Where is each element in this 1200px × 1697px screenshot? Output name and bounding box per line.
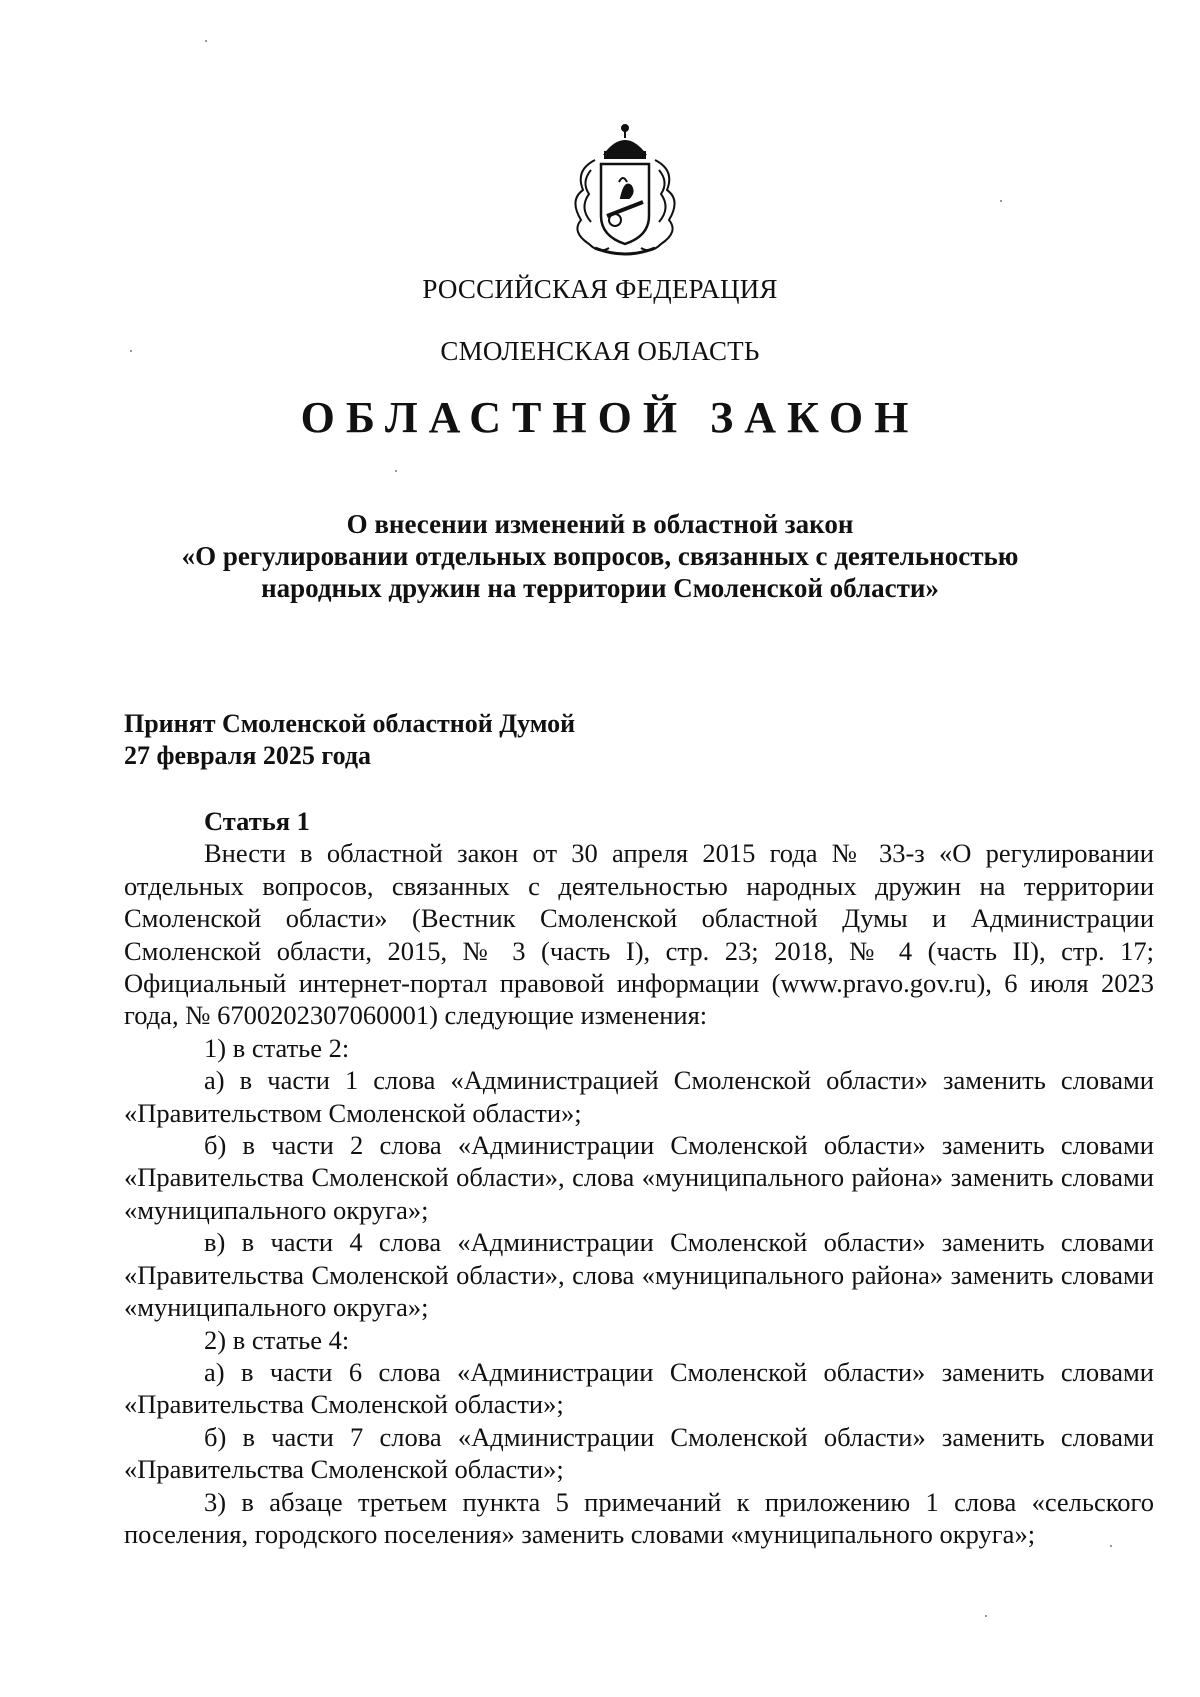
scan-speck [395,470,397,472]
list-item: б) в части 7 слова «Администрации Смоленской области» заменить словами «Правительства Смоленской области»; [124,1421,1154,1485]
country-name: РОССИЙСКАЯ ФЕДЕРАЦИЯ [422,274,778,304]
law-title-line-2: «О регулировании отдельных вопросов, связанных с деятельностью [181,541,1019,571]
law-title-line-1: О внесении изменений в областной закон [346,509,854,539]
law-title [140,508,1060,604]
list-item: 2) в статье 4: [204,1324,350,1355]
scan-speck [1000,200,1002,202]
adoption-date: 27 февраля 2025 года [124,741,371,770]
list-item: а) в части 1 слова «Администрацией Смоленской области» заменить словами «Правительством Смоленской области»; [124,1065,1154,1128]
region-name: СМОЛЕНСКАЯ ОБЛАСТЬ [440,336,760,366]
article-body [124,805,1154,1550]
list-item: в) в части 4 слова «Администрации Смоленской области» заменить словами «Правительства Смоленской области», слова «муниципального района» заменить словами «муниципального округа»; [124,1227,1154,1323]
document-type-heading: ОБЛАСТНОЙ ЗАКОН [300,393,920,442]
coat-of-arms-emblem [565,120,685,260]
article-heading: Статья 1 [204,806,310,836]
list-item: 3) в абзаце третьем пункта 5 примечаний к приложению 1 слова «сельского поселения, городского поселения» заменить словами «муниципального округа»; [124,1486,1154,1549]
scan-speck [205,40,207,42]
article-intro: Внести в областной закон от 30 апреля 2015 года № 33-з «О регулировании отдельных вопросов, связанных с деятельностью народных дружин на территории Смоленской области» (Вестник Смоленской областной Думы и Администрации Смоленской области, 2015, № 3 (часть I), стр. 23; 2018, № 4 (часть II), стр. 17; Официальный интернет-портал правовой информации (www.pravo.gov.ru), 6 июля 2023 года, № 6700202307060001) следующие изменения: [124,838,1154,1031]
adoption-body: Принят Смоленской областной Думой [124,709,576,738]
law-title-line-3: народных дружин на территории Смоленской области» [261,573,939,603]
list-item: б) в части 2 слова «Администрации Смоленской области» заменить словами «Правительства Смоленской области», слова «муниципального района» заменить словами «муниципального округа»; [124,1130,1154,1225]
adoption-info [124,708,575,772]
scan-speck [985,1615,987,1617]
list-item: 1) в статье 2: [204,1032,350,1063]
scan-speck [130,350,132,352]
list-item: а) в части 6 слова «Администрации Смоленской области» заменить словами «Правительства Смоленской области»; [124,1356,1154,1420]
scan-speck [1110,1545,1112,1547]
